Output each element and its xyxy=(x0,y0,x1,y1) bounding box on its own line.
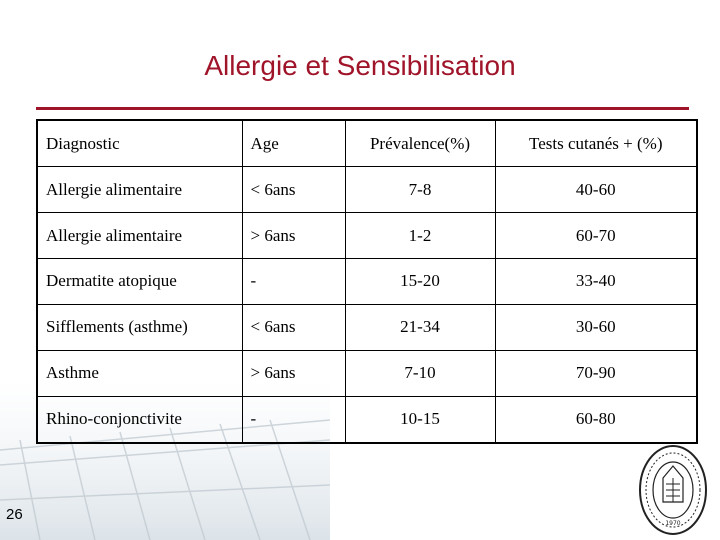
cell-skin-tests: 70-90 xyxy=(495,350,697,396)
cell-skin-tests: 40-60 xyxy=(495,167,697,213)
table-row xyxy=(37,304,697,350)
cell-prevalence: 10-15 xyxy=(345,396,495,443)
cell-skin-tests: 60-70 xyxy=(495,213,697,259)
header-prevalence: Prévalence(%) xyxy=(345,120,495,167)
cell-age: < 6ans xyxy=(242,304,345,350)
table-header-row xyxy=(37,120,697,167)
cell-age: > 6ans xyxy=(242,350,345,396)
table-row xyxy=(37,213,697,259)
cell-diagnostic: Asthme xyxy=(37,350,242,396)
cell-prevalence: 7-8 xyxy=(345,167,495,213)
header-diagnostic: Diagnostic xyxy=(37,120,242,167)
cell-prevalence: 21-34 xyxy=(345,304,495,350)
cell-diagnostic: Dermatite atopique xyxy=(37,259,242,305)
page-number: 26 xyxy=(6,506,23,523)
cell-diagnostic: Allergie alimentaire xyxy=(37,167,242,213)
cell-prevalence: 7-10 xyxy=(345,350,495,396)
table-row xyxy=(37,396,697,443)
cell-age: > 6ans xyxy=(242,213,345,259)
page-title: Allergie et Sensibilisation xyxy=(204,50,516,81)
cell-prevalence: 1-2 xyxy=(345,213,495,259)
header-age: Age xyxy=(242,120,345,167)
cell-age: - xyxy=(242,259,345,305)
cell-age: < 6ans xyxy=(242,167,345,213)
header-skin-tests: Tests cutanés + (%) xyxy=(495,120,697,167)
cell-diagnostic: Rhino-conjonctivite xyxy=(37,396,242,443)
cell-skin-tests: 30-60 xyxy=(495,304,697,350)
cell-diagnostic: Sifflements (asthme) xyxy=(37,304,242,350)
allergy-table xyxy=(36,119,698,444)
cell-diagnostic: Allergie alimentaire xyxy=(37,213,242,259)
seal-year: 1970 xyxy=(665,520,681,527)
cell-skin-tests: 60-80 xyxy=(495,396,697,443)
title-divider xyxy=(36,107,689,110)
cell-age: - xyxy=(242,396,345,443)
table-row xyxy=(37,259,697,305)
university-seal-icon xyxy=(636,442,710,538)
table-row xyxy=(37,350,697,396)
cell-skin-tests: 33-40 xyxy=(495,259,697,305)
cell-prevalence: 15-20 xyxy=(345,259,495,305)
table-row xyxy=(37,167,697,213)
